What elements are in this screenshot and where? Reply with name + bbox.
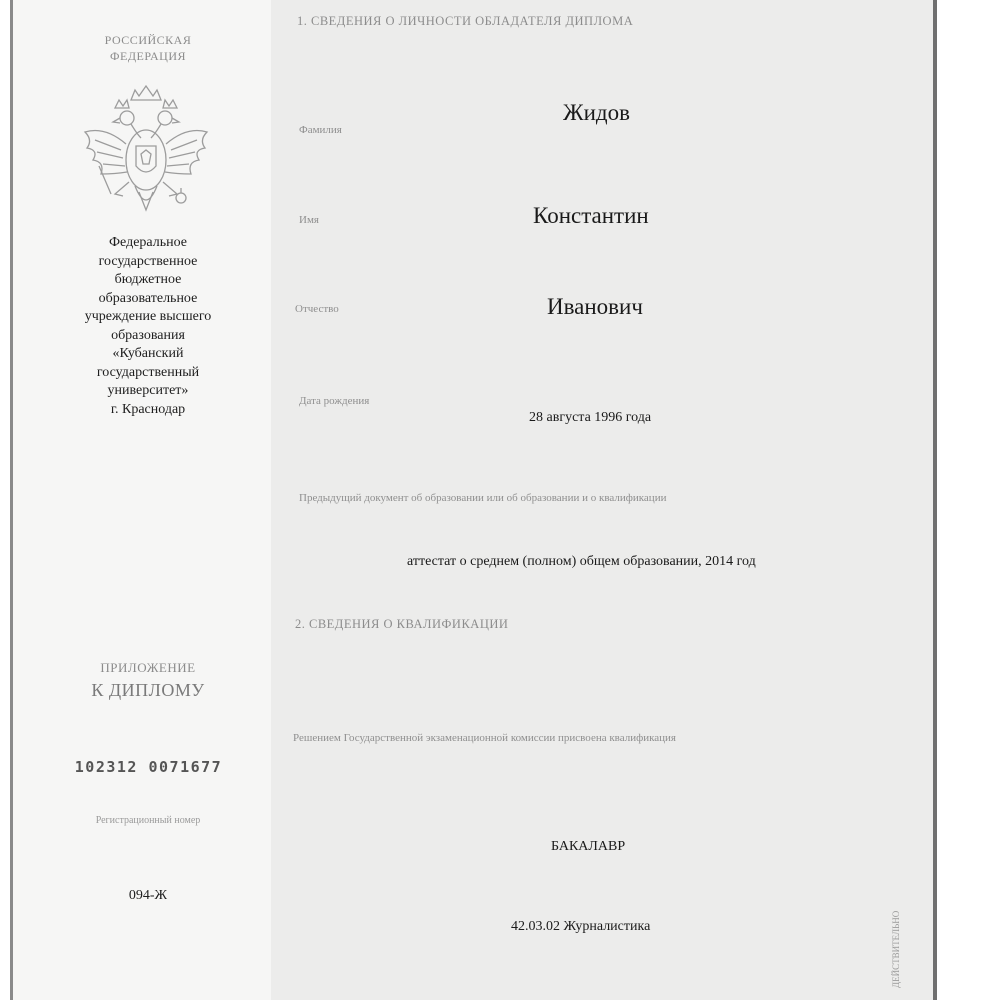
registration-number: 094-Ж [128, 888, 168, 903]
patronymic-label: Отчество [295, 303, 339, 315]
name-label: Имя [299, 214, 319, 226]
surname-label: Фамилия [299, 124, 342, 136]
university-line: государственный [96, 364, 200, 380]
serial-number: 102312 0071677 [74, 758, 223, 776]
patronymic-value: Иванович [547, 294, 643, 319]
previous-document-value: аттестат о среднем (полном) общем образовании, 2014 год [407, 554, 756, 569]
university-line: «Кубанский [112, 346, 184, 361]
university-line: Федеральное [108, 235, 187, 250]
appendix-title: ПРИЛОЖЕНИЕ [100, 660, 196, 675]
surname-value: Жидов [563, 100, 630, 125]
university-line: г. Краснодар [110, 401, 186, 417]
left-panel [13, 0, 271, 1000]
previous-document-label: Предыдущий документ об образовании или об образовании и о квалификации [299, 492, 667, 504]
name-value: Константин [533, 203, 649, 228]
qualification-decision-label: Решением Государственной экзаменационной комиссии присвоена квалификация [293, 732, 676, 744]
university-name [55, 234, 241, 419]
country-name: РОССИЙСКАЯ ФЕДЕРАЦИЯ [104, 33, 192, 63]
side-validity-text: ДЕЙСТВИТЕЛЬНО [891, 910, 901, 988]
university-line: образовательное [98, 290, 198, 306]
university-line: бюджетное [114, 272, 182, 287]
section2-heading: 2. СВЕДЕНИЯ О КВАЛИФИКАЦИИ [295, 617, 509, 631]
birth-date-label: Дата рождения [299, 395, 370, 407]
right-panel [271, 0, 933, 1000]
appendix-subtitle: К ДИПЛОМУ [91, 680, 205, 700]
university-line: университет» [107, 383, 189, 398]
diploma-scan [10, 0, 937, 1000]
qualification-value: БАКАЛАВР [551, 839, 626, 854]
coat-of-arms-icon [75, 82, 217, 218]
registration-label: Регистрационный номер [95, 815, 201, 826]
birth-date-value: 28 августа 1996 года [529, 410, 652, 425]
university-line: государственное [98, 253, 198, 269]
university-line: образования [111, 327, 185, 343]
specialty-value: 42.03.02 Журналистика [511, 919, 651, 934]
university-line: учреждение высшего [84, 309, 212, 324]
section1-heading: 1. СВЕДЕНИЯ О ЛИЧНОСТИ ОБЛАДАТЕЛЯ ДИПЛОМА [297, 14, 634, 28]
